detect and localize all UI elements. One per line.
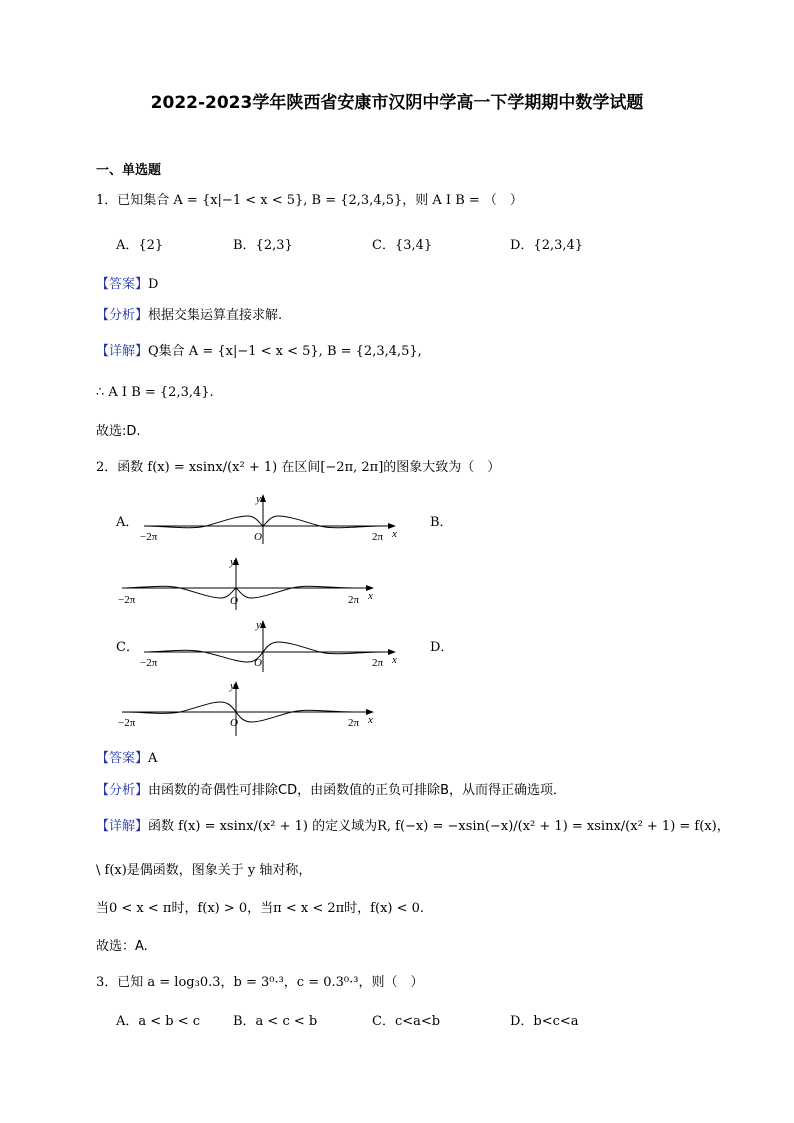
q1-option-c: C．{3,4} xyxy=(372,238,433,253)
q1-stem: 1．已知集合 A = {x|−1 < x < 5}, B = {2,3,4,5}，则 A I B = （ ） xyxy=(96,193,523,208)
graph-c-y-label: y xyxy=(256,619,261,631)
q1-answer-tag: 【答案】 xyxy=(96,277,149,292)
q1-option-a: A．{2} xyxy=(116,238,164,253)
graph-a xyxy=(136,490,406,548)
graph-a-pos-label: 2π xyxy=(372,531,384,543)
graph-a-neg-label: −2π xyxy=(140,531,158,543)
q2-analysis: 由函数的奇偶性可排除CD，由函数值的正负可排除B，从而得正确选项． xyxy=(148,783,567,798)
q2-analysis-tag: 【分析】 xyxy=(96,783,149,798)
q1-conclusion: 故选:D. xyxy=(96,424,141,439)
graph-b-neg-label: −2π xyxy=(118,594,136,606)
graph-d-x-label: x xyxy=(368,714,373,726)
graph-a-x-label: x xyxy=(392,528,397,540)
q2-option-b: B． xyxy=(430,515,453,530)
q2-answer-tag: 【答案】 xyxy=(96,751,149,766)
graph-c-neg-label: −2π xyxy=(140,657,158,669)
graph-c-x-label: x xyxy=(392,654,397,666)
q1-option-b: B．{2,3} xyxy=(233,238,293,253)
q2-stem: 2．函数 f(x) = xsinx/(x² + 1) 在区间[−2π, 2π]的图象大致为（ ） xyxy=(96,460,501,475)
graph-c-pos-label: 2π xyxy=(372,657,384,669)
graph-b xyxy=(114,554,384,612)
graph-c-origin: O xyxy=(254,657,262,669)
q1-analysis-tag: 【分析】 xyxy=(96,308,149,323)
q1-detail: Q集合 A = {x|−1 < x < 5}, B = {2,3,4,5}, xyxy=(148,344,422,359)
q1-answer: D xyxy=(148,277,159,292)
q1-option-d: D．{2,3,4} xyxy=(510,238,584,253)
q2-detail-line2: \ f(x)是偶函数，图象关于 y 轴对称， xyxy=(96,863,312,878)
graph-b-x-label: x xyxy=(368,590,373,602)
q3-option-a: A．a < b < c xyxy=(116,1014,201,1029)
q2-option-c: C． xyxy=(116,640,139,655)
q1-analysis: 根据交集运算直接求解. xyxy=(148,308,283,323)
graph-d xyxy=(114,678,384,740)
q2-detail: 函数 f(x) = xsinx/(x² + 1) 的定义域为R, f(−x) = −xsin(−x)/(x² + 1) = xsinx/(x² + 1) = f(x)， xyxy=(148,819,730,834)
q2-conclusion: 故选：A. xyxy=(96,939,148,954)
graph-d-origin: O xyxy=(230,717,238,729)
page-title: 2022-2023学年陕西省安康市汉阴中学高一下学期期中数学试题 xyxy=(150,93,644,113)
q2-detail-line3: 当0 < x < π时，f(x) > 0，当π < x < 2π时，f(x) < 0. xyxy=(96,901,425,916)
q1-detail-tag: 【详解】 xyxy=(96,344,149,359)
section-heading: 一、单选题 xyxy=(96,163,162,178)
q3-option-c: C．c<a<b xyxy=(372,1014,441,1029)
graph-b-origin: O xyxy=(230,595,238,607)
q1-detail-line2: ∴ A I B = {2,3,4}. xyxy=(96,385,214,400)
q2-option-d: D． xyxy=(430,640,454,655)
graph-d-pos-label: 2π xyxy=(348,717,360,729)
graph-b-y-label: y xyxy=(230,556,235,568)
graph-c xyxy=(136,616,406,674)
graph-d-neg-label: −2π xyxy=(118,717,136,729)
graph-a-origin: O xyxy=(254,531,262,543)
graph-b-pos-label: 2π xyxy=(348,594,360,606)
q3-stem: 3．已知 a = log₃0.3，b = 3⁰·³，c = 0.3⁰·³，则（ ） xyxy=(96,975,424,990)
graph-a-y-label: y xyxy=(256,493,261,505)
q2-option-a: A． xyxy=(116,515,139,530)
q2-answer: A xyxy=(148,751,158,766)
q2-detail-tag: 【详解】 xyxy=(96,819,149,834)
q3-option-d: D．b<c<a xyxy=(510,1014,579,1029)
q3-option-b: B．a < c < b xyxy=(233,1014,318,1029)
graph-d-y-label: y xyxy=(230,680,235,692)
